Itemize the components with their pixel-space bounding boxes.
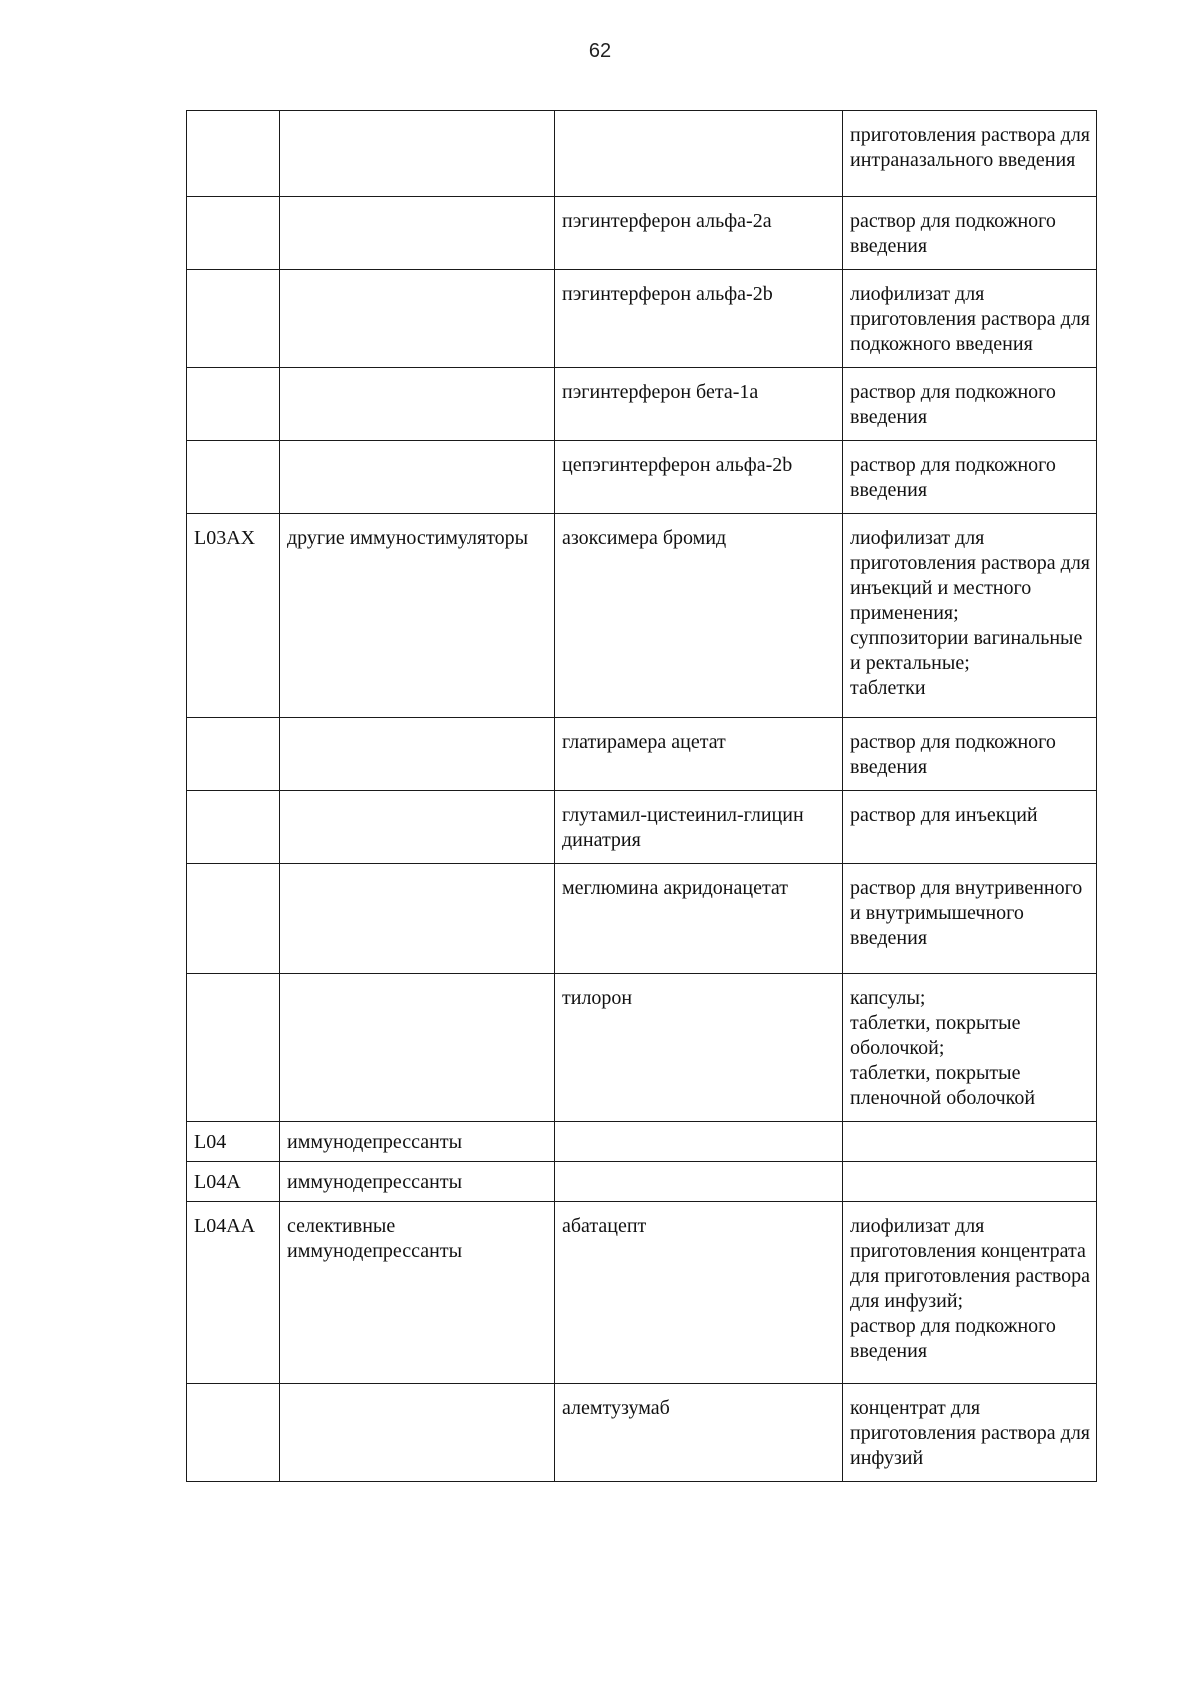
drug-name-cell: глутамил-цистеинил-глицин динатрия — [555, 791, 843, 864]
pharmacological-group-cell: иммунодепрессанты — [280, 1122, 555, 1162]
pharmacological-group-cell — [280, 270, 555, 368]
dosage-forms-cell — [843, 514, 1097, 718]
table-row — [187, 111, 1097, 197]
table-body — [187, 111, 1097, 1482]
table-row — [187, 718, 1097, 791]
dosage-form-line: раствор для подкожного введения — [850, 454, 1056, 501]
drug-name-cell: тилорон — [555, 974, 843, 1122]
table-row — [187, 1122, 1097, 1162]
dosage-forms-cell — [843, 1384, 1097, 1482]
dosage-form-line: раствор для внутривенного и внутримышечного введения — [850, 877, 1083, 949]
dosage-form-line: раствор для подкожного введения — [850, 731, 1056, 778]
atc-code-cell — [187, 368, 280, 441]
dosage-forms-cell — [843, 368, 1097, 441]
atc-code-cell: L04 — [187, 1122, 280, 1162]
atc-code-cell — [187, 270, 280, 368]
dosage-forms-cell — [843, 1202, 1097, 1384]
dosage-forms-cell — [843, 791, 1097, 864]
atc-code-cell — [187, 197, 280, 270]
atc-code-cell — [187, 864, 280, 974]
drug-name-cell: глатирамера ацетат — [555, 718, 843, 791]
pharmacological-group-cell: иммунодепрессанты — [280, 1162, 555, 1202]
atc-code-cell — [187, 791, 280, 864]
dosage-forms-cell — [843, 111, 1097, 197]
pharmacological-group-cell — [280, 441, 555, 514]
dosage-forms-cell — [843, 718, 1097, 791]
dosage-forms-cell — [843, 974, 1097, 1122]
table-row — [187, 368, 1097, 441]
dosage-form-line: приготовления раствора для интраназального введения — [850, 124, 1090, 171]
drug-name-cell: азоксимера бромид — [555, 514, 843, 718]
dosage-form-line: раствор для подкожного введения — [850, 381, 1056, 428]
pharmacological-group-cell — [280, 718, 555, 791]
drug-name-cell — [555, 1122, 843, 1162]
table-row — [187, 864, 1097, 974]
dosage-form-line: раствор для инъекций — [850, 804, 1038, 826]
dosage-forms-cell — [843, 441, 1097, 514]
atc-code-cell — [187, 974, 280, 1122]
dosage-form-line: таблетки — [850, 677, 926, 699]
pharmacological-group-cell: другие иммуностимуляторы — [280, 514, 555, 718]
table-row — [187, 514, 1097, 718]
drug-name-cell — [555, 111, 843, 197]
atc-code-cell: L03AX — [187, 514, 280, 718]
drug-name-cell: меглюмина акридонацетат — [555, 864, 843, 974]
pharmacological-group-cell — [280, 1384, 555, 1482]
drug-name-cell: цепэгинтерферон альфа-2b — [555, 441, 843, 514]
atc-code-cell — [187, 718, 280, 791]
dosage-form-line: концентрат для приготовления раствора для инфузий — [850, 1397, 1090, 1469]
drug-table — [186, 110, 1097, 1482]
drug-name-cell: алемтузумаб — [555, 1384, 843, 1482]
dosage-form-line: таблетки, покрытые пленочной оболочкой — [850, 1062, 1036, 1109]
table-row — [187, 197, 1097, 270]
table-row — [187, 270, 1097, 368]
dosage-form-line: раствор для подкожного введения — [850, 210, 1056, 257]
dosage-form-line: лиофилизат для приготовления раствора для подкожного введения — [850, 283, 1090, 355]
dosage-form-line: капсулы; — [850, 987, 926, 1009]
page-number: 62 — [588, 40, 612, 62]
pharmacological-group-cell — [280, 197, 555, 270]
atc-code-cell: L04AA — [187, 1202, 280, 1384]
dosage-form-line: суппозитории вагинальные и ректальные; — [850, 627, 1083, 674]
table-row — [187, 1162, 1097, 1202]
drug-name-cell: пэгинтерферон альфа-2а — [555, 197, 843, 270]
dosage-forms-cell — [843, 1162, 1097, 1202]
dosage-forms-cell — [843, 1122, 1097, 1162]
pharmacological-group-cell — [280, 111, 555, 197]
dosage-forms-cell — [843, 270, 1097, 368]
pharmacological-group-cell — [280, 791, 555, 864]
pharmacological-group-cell — [280, 368, 555, 441]
atc-code-cell — [187, 111, 280, 197]
drug-name-cell: пэгинтерферон бета-1а — [555, 368, 843, 441]
dosage-forms-cell — [843, 864, 1097, 974]
drug-name-cell — [555, 1162, 843, 1202]
dosage-form-line: раствор для подкожного введения — [850, 1315, 1056, 1362]
table-row — [187, 1384, 1097, 1482]
drug-name-cell: абатацепт — [555, 1202, 843, 1384]
atc-code-cell — [187, 441, 280, 514]
pharmacological-group-cell — [280, 974, 555, 1122]
table-row — [187, 791, 1097, 864]
atc-code-cell: L04A — [187, 1162, 280, 1202]
pharmacological-group-cell: селективные иммунодепрессанты — [280, 1202, 555, 1384]
table-row — [187, 974, 1097, 1122]
dosage-form-line: лиофилизат для приготовления концентрата для приготовления раствора для инфузий; — [850, 1215, 1090, 1312]
dosage-form-line: лиофилизат для приготовления раствора для инъекций и местного применения; — [850, 527, 1090, 624]
atc-code-cell — [187, 1384, 280, 1482]
drug-name-cell: пэгинтерферон альфа-2b — [555, 270, 843, 368]
table-row — [187, 1202, 1097, 1384]
pharmacological-group-cell — [280, 864, 555, 974]
table-row — [187, 441, 1097, 514]
dosage-form-line: таблетки, покрытые оболочкой; — [850, 1012, 1021, 1059]
dosage-forms-cell — [843, 197, 1097, 270]
